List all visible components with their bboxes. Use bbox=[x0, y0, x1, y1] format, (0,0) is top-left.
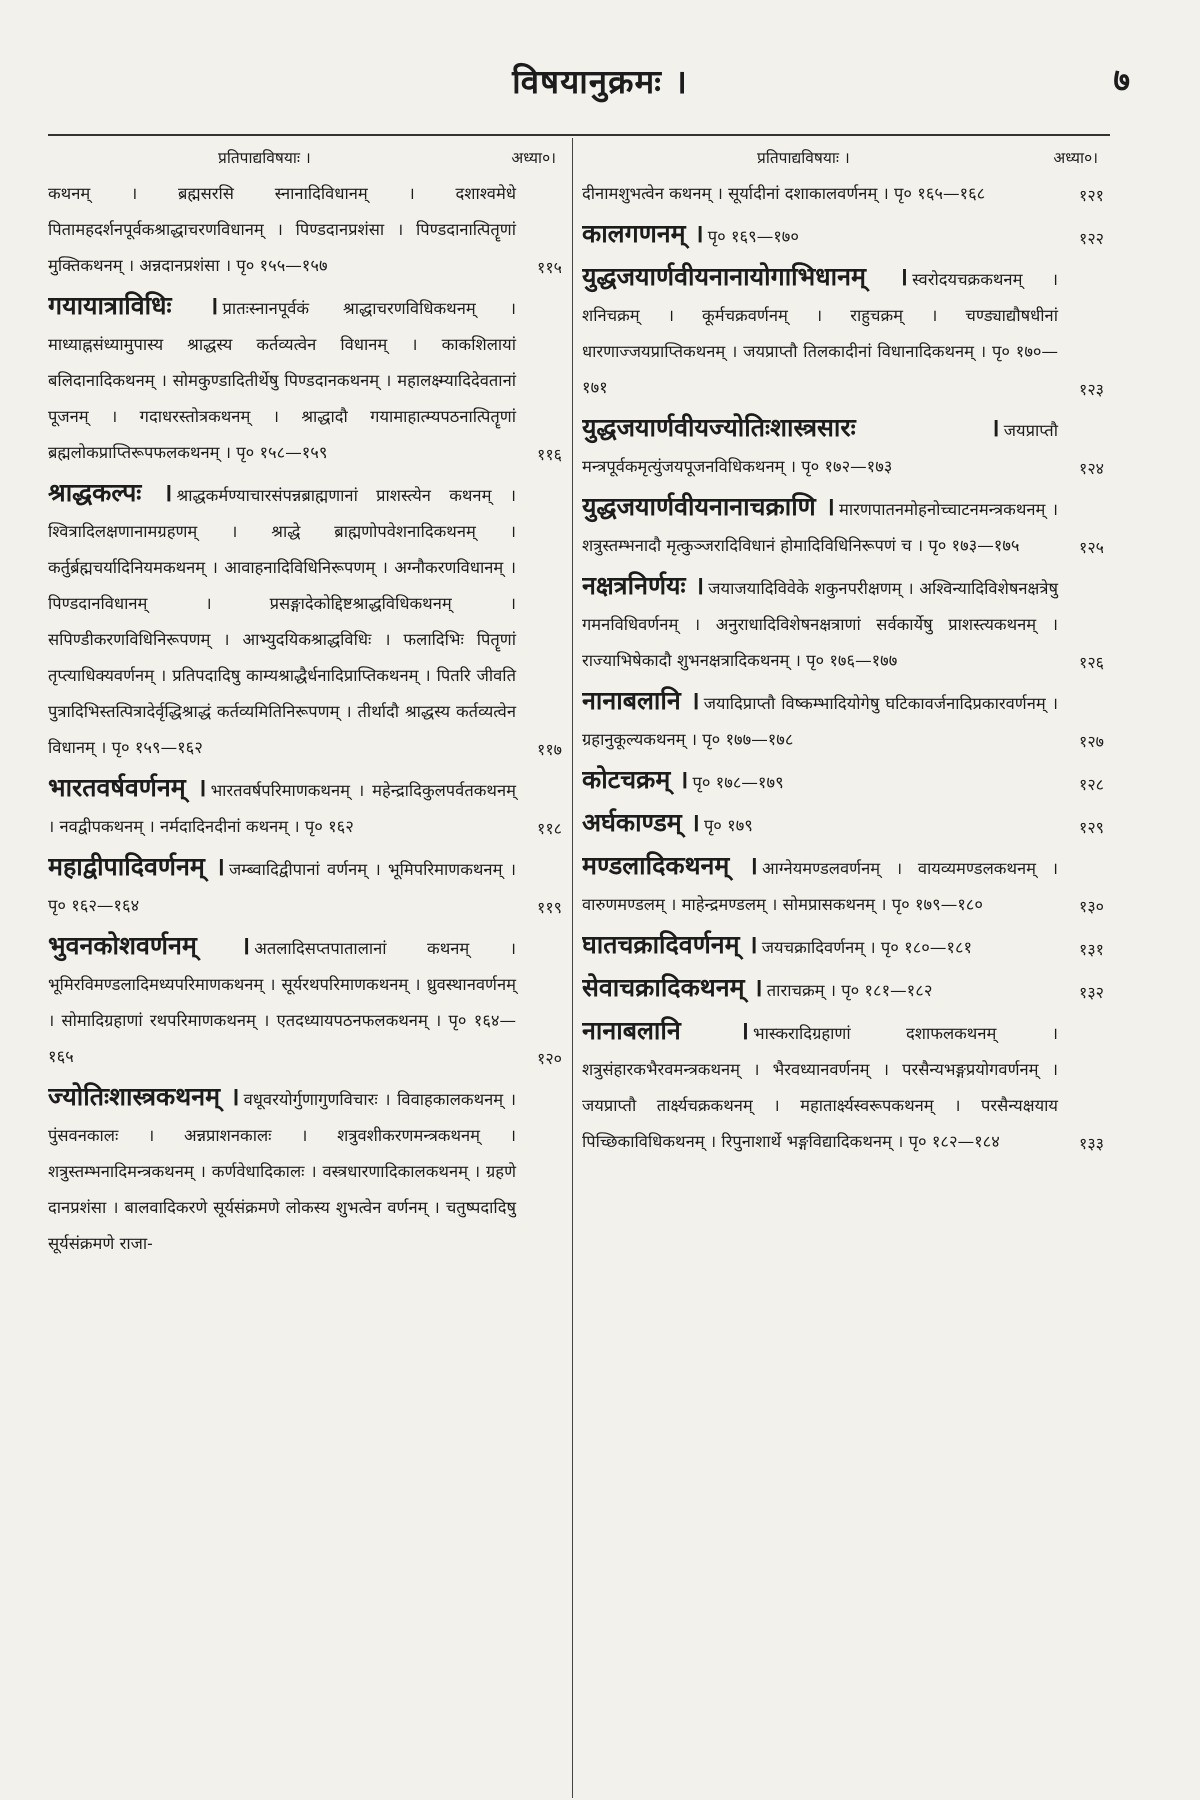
entry-description: जयादिप्राप्तौ विष्कम्भादियोगेषु घटिकावर्जनादिप्रकारवर्णनम् । ग्रहानुकूल्यकथनम् । पृ० १७७—१७८ bbox=[582, 694, 1058, 749]
entry-description: वधूवरयोर्गुणागुणविचारः । विवाहकालकथनम् । पुंसवनकालः । अन्नप्राशनकालः । शत्रुवशीकरणमन्त्रकथनम् । शत्रुस्तम्भनादिमन्त्रकथनम् । कर्णवेधादिकालः । वस्त्रधारणादिकालकथनम् । ग्रहणे दानप्रशंसा । बालवादिकरणे सूर्यसंक्रमणे लोकस्य शुभत्वेन वर्णनम् । चतुष्पदादिषु सूर्यसंक्रमणे राजा- bbox=[48, 1090, 516, 1253]
adhyaya-number: १२३ bbox=[1079, 380, 1104, 399]
entry-description: श्राद्धकर्मण्याचारसंपन्नब्राह्मणानां प्राशस्त्येन कथनम् । श्वित्रादिलक्षणानामग्रहणम् । श्राद्धे ब्राह्मणोपवेशनादिकथनम् । कर्तुर्ब्रह्मचर्यादिनियमकथनम् । आवाहनादिविधिनिरूपणम् । अग्नौकरणविधानम् । पिण्डदानविधानम् । प्रसङ्गादेकोद्दिष्टश्राद्धविधिकथनम् । सपिण्डीकरणविधिनिरूपणम् । आभ्युदयिकश्राद्धविधिः । फलादिभिः पितॄणां तृप्त्याधिक्यवर्णनम् । प्रतिपदादिषु काम्यश्राद्धैर्धनादिप्राप्तिकथनम् । पितरि जीवति पुत्रादिभिस्तत्पित्रादेर्वृद्धिश्राद्धं कर्तव्यमितिनिरूपणम् । तीर्थादौ श्राद्धस्य कर्तव्यत्वेन विधानम् । पृ० १५९—१६२ bbox=[48, 486, 516, 757]
entry-description: जम्ब्वादिद्वीपानां वर्णनम् । भूमिपरिमाणकथनम् । पृ० १६२—१६४ bbox=[48, 860, 516, 915]
entry-title: मण्डलादिकथनम् । bbox=[582, 851, 759, 880]
adhyaya-number: १३२ bbox=[1079, 983, 1104, 1002]
entry-description: आग्नेयमण्डलवर्णनम् । वायव्यमण्डलकथनम् । वारुणमण्डलम् । माहेन्द्रमण्डलम् । सोमप्रासकथनम् । पृ० १७९—१८० bbox=[582, 859, 1058, 914]
entry-description: मारणपातनमोहनोच्चाटनमन्त्रकथनम् । शत्रुस्तम्भनादौ मृत्कुञ्जरादिविधानं होमादिविधिनिरूपणं च । पृ० १७३—१७५ bbox=[582, 500, 1058, 555]
toc-entry bbox=[48, 176, 568, 284]
adhyaya-number: १२५ bbox=[1079, 538, 1104, 557]
entry-title: युद्धजयार्णवीयज्योतिःशास्त्रसारः । bbox=[582, 413, 1000, 442]
toc-entry bbox=[48, 928, 568, 1075]
entry-description: प्रातःस्नानपूर्वकं श्राद्धाचरणविधिकथनम् । माध्याह्नसंध्यामुपास्य श्राद्धस्य कर्तव्यत्वेन विधानम् । काकशिलायां बलिदानादिकथनम् । सोमकुण्डादितीर्थेषु पिण्डदानकथनम् । महालक्ष्म्यादिदेवतानां पूजनम् । गदाधरस्तोत्रकथनम् । श्राद्धादौ गयामाहात्म्यपठनात्पितॄणां ब्रह्मलोकप्राप्तिरूपफलकथनम् । पृ० १५८—१५९ bbox=[48, 299, 516, 462]
adhyaya-number: ११७ bbox=[537, 740, 562, 759]
adhyaya-heading: अध्या०। bbox=[1053, 149, 1098, 167]
toc-entry bbox=[582, 568, 1110, 679]
adhyaya-number: १२१ bbox=[1079, 186, 1104, 205]
entry-title: सेवाचक्रादिकथनम् । bbox=[582, 973, 763, 1002]
adhyaya-number: ११९ bbox=[537, 898, 562, 917]
right-column-header bbox=[582, 142, 1110, 172]
toc-entry bbox=[48, 770, 568, 845]
entry-description: पृ० १७९ bbox=[703, 816, 753, 835]
entry-title: महाद्वीपादिवर्णनम् । bbox=[48, 852, 226, 881]
left-entries bbox=[48, 176, 568, 1262]
adhyaya-number: १२९ bbox=[1079, 818, 1104, 837]
entry-description: स्वरोदयचक्रकथनम् । शनिचक्रम् । कूर्मचक्रवर्णनम् । राहुचक्रम् । चण्ड्याद्यौषधीनां धारणाज्जयप्राप्तिकथनम् । जयप्राप्तौ तिलकादीनां विधानादिकथनम् । पृ० १७०—१७१ bbox=[582, 270, 1058, 397]
adhyaya-number: १२७ bbox=[1079, 732, 1104, 751]
entry-title: श्राद्धकल्पः । bbox=[48, 478, 173, 507]
header-rule bbox=[48, 134, 1110, 136]
entry-description: दीनामशुभत्वेन कथनम् । सूर्यादीनां दशाकालवर्णनम् । पृ० १६५—१६८ bbox=[582, 184, 986, 203]
toc-entry bbox=[582, 216, 1110, 255]
entry-title: नानाबलानि । bbox=[582, 686, 700, 715]
toc-entry bbox=[582, 848, 1110, 923]
toc-entry bbox=[48, 288, 568, 471]
left-column-header bbox=[48, 142, 568, 172]
subject-heading: प्रतिपाद्यविषयाः । bbox=[757, 149, 850, 167]
subject-heading: प्रतिपाद्यविषयाः । bbox=[218, 149, 311, 167]
adhyaya-number: १३३ bbox=[1079, 1134, 1104, 1153]
toc-entry bbox=[582, 805, 1110, 844]
adhyaya-number: १२० bbox=[537, 1049, 562, 1068]
entry-title: घातचक्रादिवर्णनम् । bbox=[582, 930, 758, 959]
adhyaya-number: १२२ bbox=[1079, 229, 1104, 248]
toc-entry bbox=[582, 927, 1110, 966]
entry-description: भास्करादिग्रहाणां दशाफलकथनम् । शत्रुसंहारकभैरवमन्त्रकथनम् । भैरवध्यानवर्णनम् । परसैन्यभङ्गप्रयोगवर्णनम् । जयप्राप्तौ तार्क्ष्यचक्रकथनम् । महातार्क्ष्यस्वरूपकथनम् । परसैन्यक्षयाय पिच्छिकाविधिकथनम् । रिपुनाशार्थे भङ्गविद्यादिकथनम् । पृ० १८२—१८४ bbox=[582, 1024, 1058, 1151]
entry-title: युद्धजयार्णवीयनानायोगाभिधानम् । bbox=[582, 262, 909, 291]
entry-description: अतलादिसप्तपातालानां कथनम् । भूमिरविमण्डलादिमध्यपरिमाणकथनम् । सूर्यरथपरिमाणकथनम् । ध्रुवस्थानवर्णनम् । सोमादिग्रहाणां रथपरिमाणकथनम् । एतदध्यायपठनफलकथनम् । पृ० १६४—१६५ bbox=[48, 939, 516, 1066]
left-column bbox=[48, 142, 568, 1792]
toc-entry bbox=[582, 489, 1110, 564]
entry-title: गयायात्राविधिः । bbox=[48, 291, 219, 320]
adhyaya-number: ११८ bbox=[537, 819, 562, 838]
entry-description: पृ० १६९—१७० bbox=[707, 227, 799, 246]
adhyaya-number: १२६ bbox=[1079, 653, 1104, 672]
entry-title: कोटचक्रम् । bbox=[582, 765, 689, 794]
toc-entry bbox=[48, 1079, 568, 1262]
entry-description: ताराचक्रम् । पृ० १८१—१८२ bbox=[766, 981, 933, 1000]
page-number: ७ bbox=[1113, 61, 1130, 99]
entry-title: नक्षत्रनिर्णयः । bbox=[582, 571, 705, 600]
entry-title: युद्धजयार्णवीयनानाचक्राणि । bbox=[582, 492, 836, 521]
entry-description: जयाजयादिविवेके शकुनपरीक्षणम् । अश्विन्यादिविशेषनक्षत्रेषु गमनविधिवर्णनम् । अनुराधादिविशेषनक्षत्राणां सर्वकार्येषु प्राशस्त्यकथनम् । राज्याभिषेकादौ शुभनक्षत्रादिकथनम् । पृ० १७६—१७७ bbox=[582, 579, 1058, 670]
toc-entry bbox=[48, 475, 568, 766]
entry-description: जयचक्रादिवर्णनम् । पृ० १८०—१८१ bbox=[761, 938, 973, 957]
adhyaya-heading: अध्या०। bbox=[511, 149, 556, 167]
toc-entry bbox=[48, 849, 568, 924]
adhyaya-number: ११५ bbox=[537, 258, 562, 277]
right-column bbox=[582, 142, 1110, 1792]
toc-entry bbox=[582, 970, 1110, 1009]
toc-entry bbox=[582, 1013, 1110, 1160]
adhyaya-number: १३० bbox=[1079, 897, 1104, 916]
column-divider bbox=[572, 138, 573, 1798]
entry-title: ज्योतिःशास्त्रकथनम् । bbox=[48, 1082, 240, 1111]
toc-entry bbox=[582, 176, 1110, 212]
entry-title: भुवनकोशवर्णनम् । bbox=[48, 931, 251, 960]
entry-title: नानाबलानि । bbox=[582, 1016, 750, 1045]
adhyaya-number: १२४ bbox=[1079, 459, 1104, 478]
entry-description: जयप्राप्तौ मन्त्रपूर्वकमृत्युंजयपूजनविधिकथनम् । पृ० १७२—१७३ bbox=[582, 421, 1058, 476]
adhyaya-number: १२८ bbox=[1079, 775, 1104, 794]
running-head-title: विषयानुक्रमः । bbox=[512, 62, 688, 101]
toc-entry bbox=[582, 683, 1110, 758]
right-entries bbox=[582, 176, 1110, 1160]
toc-entry bbox=[582, 410, 1110, 485]
toc-entry bbox=[582, 259, 1110, 406]
adhyaya-number: १३१ bbox=[1079, 940, 1104, 959]
entry-title: भारतवर्षवर्णनम् । bbox=[48, 773, 207, 802]
toc-entry bbox=[582, 762, 1110, 801]
adhyaya-number: ११६ bbox=[537, 445, 562, 464]
entry-title: कालगणनम् । bbox=[582, 219, 704, 248]
entry-description: भारतवर्षपरिमाणकथनम् । महेन्द्रादिकुलपर्वतकथनम् । नवद्वीपकथनम् । नर्मदादिनदीनां कथनम् । पृ० १६२ bbox=[48, 781, 516, 836]
entry-description: कथनम् । ब्रह्मसरसि स्नानादिविधानम् । दशाश्वमेधे पितामहदर्शनपूर्वकश्राद्धाचरणविधानम् । पिण्डदानप्रशंसा । पिण्डदानात्पितॄणां मुक्तिकथनम् । अन्नदानप्रशंसा । पृ० १५५—१५७ bbox=[48, 184, 516, 275]
entry-title: अर्घकाण्डम् । bbox=[582, 808, 700, 837]
entry-description: पृ० १७८—१७९ bbox=[692, 773, 784, 792]
